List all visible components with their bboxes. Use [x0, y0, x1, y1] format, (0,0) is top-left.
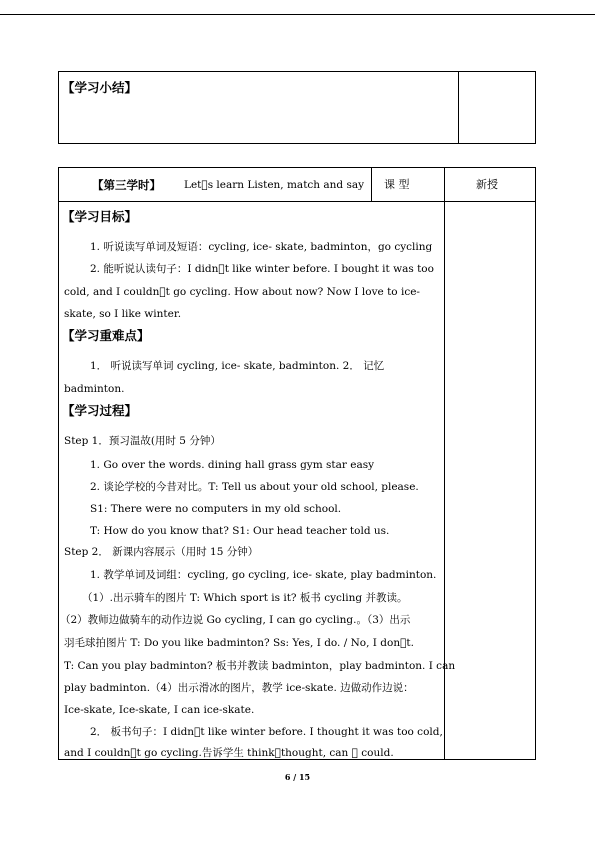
- process-heading: 【学习过程】: [62, 403, 138, 418]
- summary-heading: 【学习小结】: [62, 80, 138, 95]
- goal-item-2-line-2: cold, and I couldn t go cycling. How about now? Now I love to ice-: [64, 286, 420, 298]
- step-2-item-2-line-2: and I couldn t go cycling.告诉学生 think thought, can   could.: [64, 747, 394, 759]
- step-1-item-2: 2. 谈论学校的今昔对比。T: Tell us about your old school, please.: [90, 481, 419, 493]
- key-points-heading: 【学习重难点】: [62, 328, 150, 343]
- step-2-para-5: play badminton.（4）出示滑冰的图片，教学 ice-skate. 边做动作边说：: [64, 682, 414, 694]
- step-1-item-1: 1. Go over the words. dining hall grass gym star easy: [90, 459, 375, 471]
- lesson-title: Let s learn Listen, match and say: [184, 179, 365, 191]
- goals-heading: 【学习目标】: [62, 209, 138, 224]
- key-points-line-1: 1． 听说读写单词 cycling, ice- skate, badminton. 2． 记忆: [90, 360, 385, 372]
- step-2-item-2-line-1: 2． 板书句子：I didn t like winter before. I thought it was too cold,: [90, 726, 443, 738]
- step-2-para-6: Ice-skate, Ice-skate, I can ice-skate.: [64, 704, 255, 716]
- step-2: Step 2． 新课内容展示（用时 15 分钟）: [64, 546, 259, 558]
- step-2-item-1: 1. 教学单词及词组：cycling, go cycling, ice- skate, play badminton.: [90, 569, 437, 581]
- period-label: 【第三学时】: [92, 178, 161, 192]
- key-points-line-2: badminton.: [64, 383, 125, 395]
- step-2-para-3: 羽毛球拍图片 T: Do you like badminton? Ss: Yes, I do. / No, I don t.: [64, 637, 414, 649]
- top-rule: [0, 14, 595, 15]
- goal-item-2-line-3: skate, so I like winter.: [64, 308, 182, 320]
- step-1-s1: S1: There were no computers in my old school.: [90, 503, 342, 515]
- goal-item-2-line-1: 2. 能听说认读句子：I didn t like winter before. I bought it was too: [90, 263, 434, 275]
- step-1-t: T: How do you know that? S1: Our head teacher told us.: [90, 525, 390, 537]
- step-2-para-1: （1）.出示骑车的图片 T: Which sport is it? 板书 cycling 并教读。: [82, 592, 408, 604]
- course-type-label: 课 型: [384, 178, 410, 191]
- page-number: 6 / 15: [284, 772, 311, 782]
- header-divider-1: [371, 167, 372, 201]
- course-type-value: 新授: [476, 178, 498, 191]
- step-2-para-2: （2）教师边做骑车的动作边说 Go cycling, I can go cycling.。（3）出示: [60, 614, 411, 626]
- step-1: Step 1．预习温故(用时 5 分钟）: [64, 435, 221, 447]
- step-2-para-4: T: Can you play badminton? 板书并教读 badminton，play badminton. I can: [64, 660, 456, 672]
- goal-item-1: 1. 听说读写单词及短语：cycling, ice- skate, badminton，go cycling: [90, 241, 433, 253]
- summary-divider: [458, 71, 459, 144]
- header-row-divider: [58, 201, 536, 202]
